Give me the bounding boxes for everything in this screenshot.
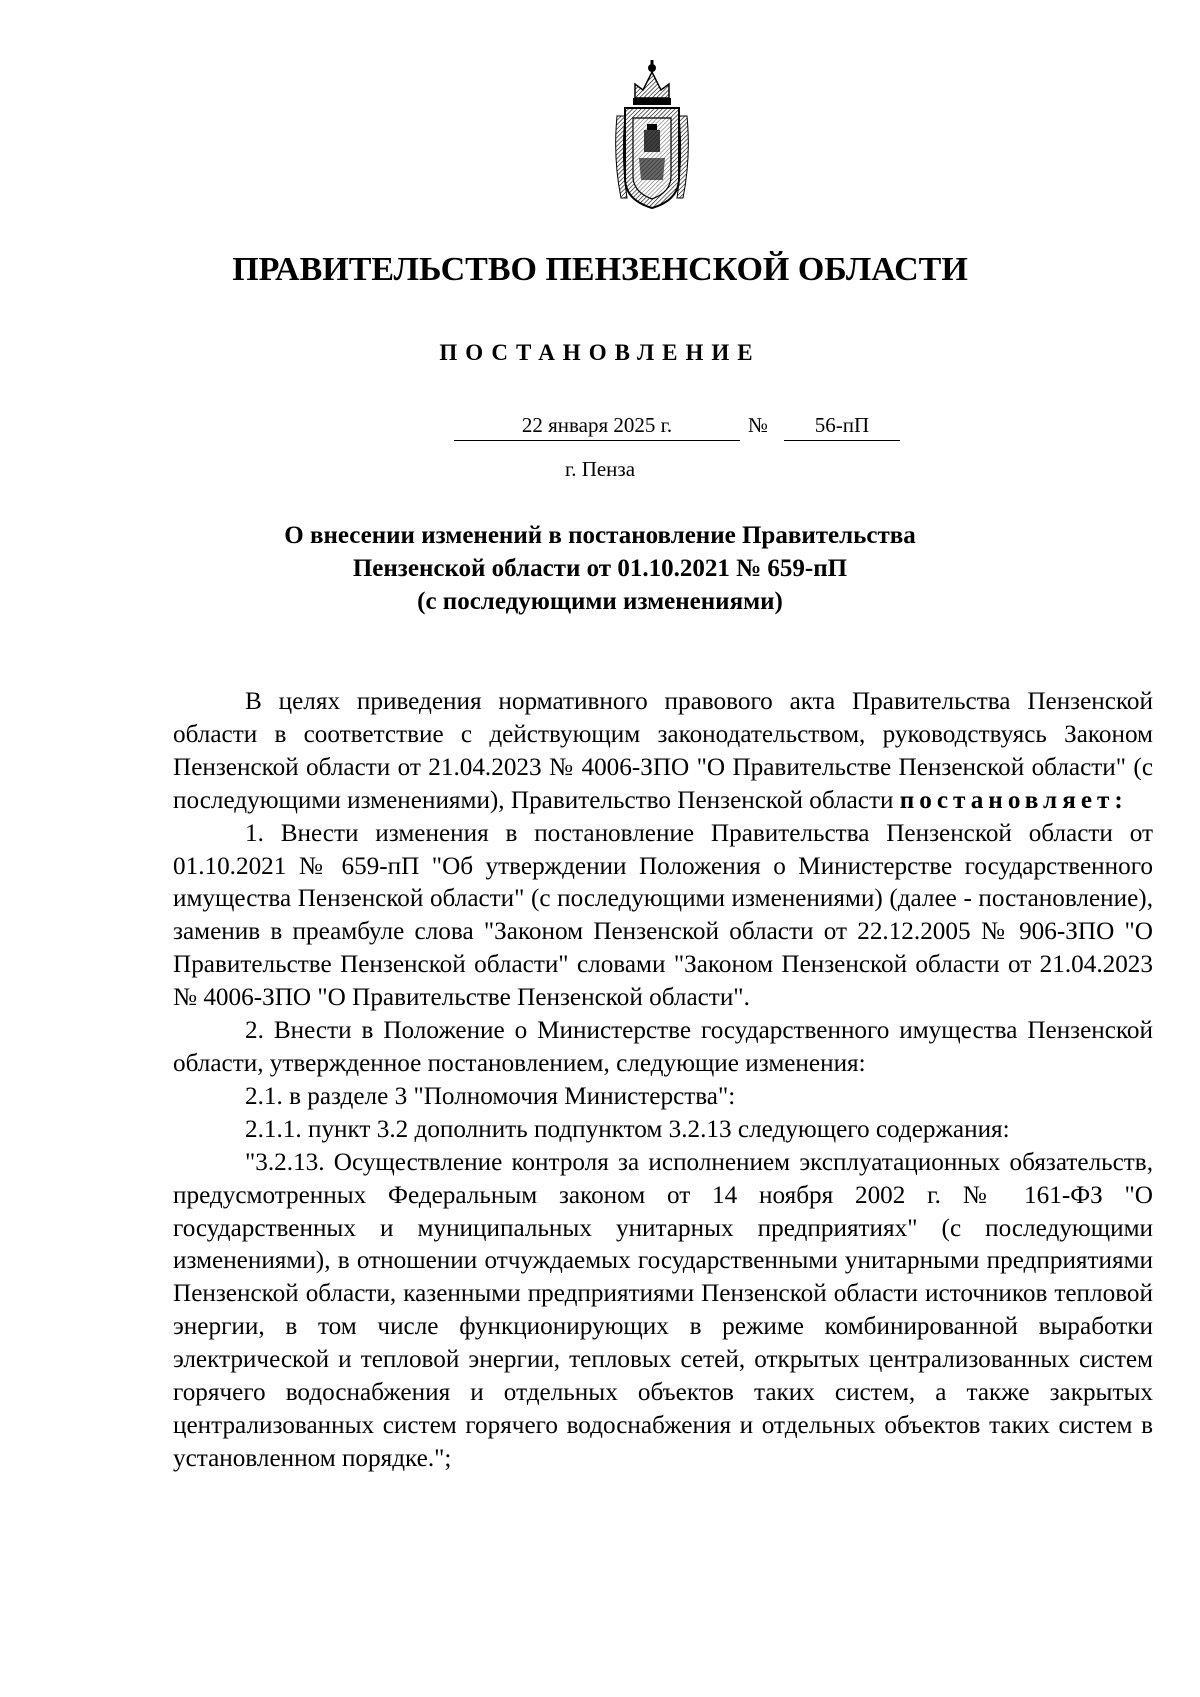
document-type: ПОСТАНОВЛЕНИЕ: [439, 340, 761, 365]
paragraph-2-1: 2.1. в разделе 3 "Полномочия Министерства":: [245, 1082, 736, 1110]
decree-word: постановляет:: [899, 786, 1128, 814]
document-number: 56-пП: [784, 410, 900, 441]
document-body: [173, 686, 1153, 1476]
number-sign: №: [748, 413, 769, 437]
paragraph-2-1-1: 2.1.1. пункт 3.2 дополнить подпунктом 3.2.13 следующего содержания:: [245, 1115, 1010, 1143]
subject-line-3: (с последующими изменениями): [417, 588, 783, 615]
date-number-line: [0, 410, 1200, 444]
penza-region-coat-of-arms-icon: [611, 58, 693, 210]
document-date: 22 января 2025 г.: [454, 410, 740, 441]
paragraph-1: 1. Внести изменения в постановление Правительства Пензенской области от 01.10.2021 № 659-пП "Об утверждении Положения о Министерстве государственного имущества Пензенской области" (с последующими изменениями) (далее - постановление), заменив в преамбуле слова "Законом Пензенской области от 22.12.2005 № 906-ЗПО "О Правительстве Пензенской области" словами "Законом Пензенской области от 21.04.2023 № 4006-ЗПО "О Правительстве Пензенской области".: [173, 819, 1153, 1012]
document-city: г. Пенза: [564, 457, 636, 481]
organization-title: ПРАВИТЕЛЬСТВО ПЕНЗЕНСКОЙ ОБЛАСТИ: [232, 251, 968, 288]
paragraph-3-2-13: "3.2.13. Осуществление контроля за исполнением эксплуатационных обязательств, предусмотренных Федеральным законом от 14 ноября 2002 г. № 161-ФЗ "О государственных и муниципальных унитарных предприятиях" (с последующими изменениями), в отношении отчуждаемых государственными унитарными предприятиями Пензенской области, казенными предприятиями Пензенской области источников тепловой энергии, в том числе функционирующих в режиме комбинированной выработки электрической и тепловой энергии, тепловых сетей, открытых централизованных систем горячего водоснабжения и отдельных объектов таких систем, а также закрытых централизованных систем горячего водоснабжения и отдельных объектов таких систем в установленном порядке.";: [173, 1148, 1153, 1472]
paragraph-2: 2. Внести в Положение о Министерстве государственного имущества Пензенской области, утвержденное постановлением, следующие изменения:: [173, 1017, 1153, 1077]
intro-paragraph: [173, 686, 1153, 818]
subject-line-1: О внесении изменений в постановление Правительства: [284, 522, 916, 549]
subject-line-2: Пензенской области от 01.10.2021 № 659-пП: [352, 555, 848, 582]
document-subject: [0, 519, 1200, 618]
intro-text: В целях приведения нормативного правового акта Правительства Пензенской области в соответствие с действующим законодательством, руководствуясь Законом Пензенской области от 21.04.2023 № 4006-ЗПО "О Правительстве Пензенской области" (с последующими изменениями), Правительство Пензенской области: [173, 688, 1153, 814]
